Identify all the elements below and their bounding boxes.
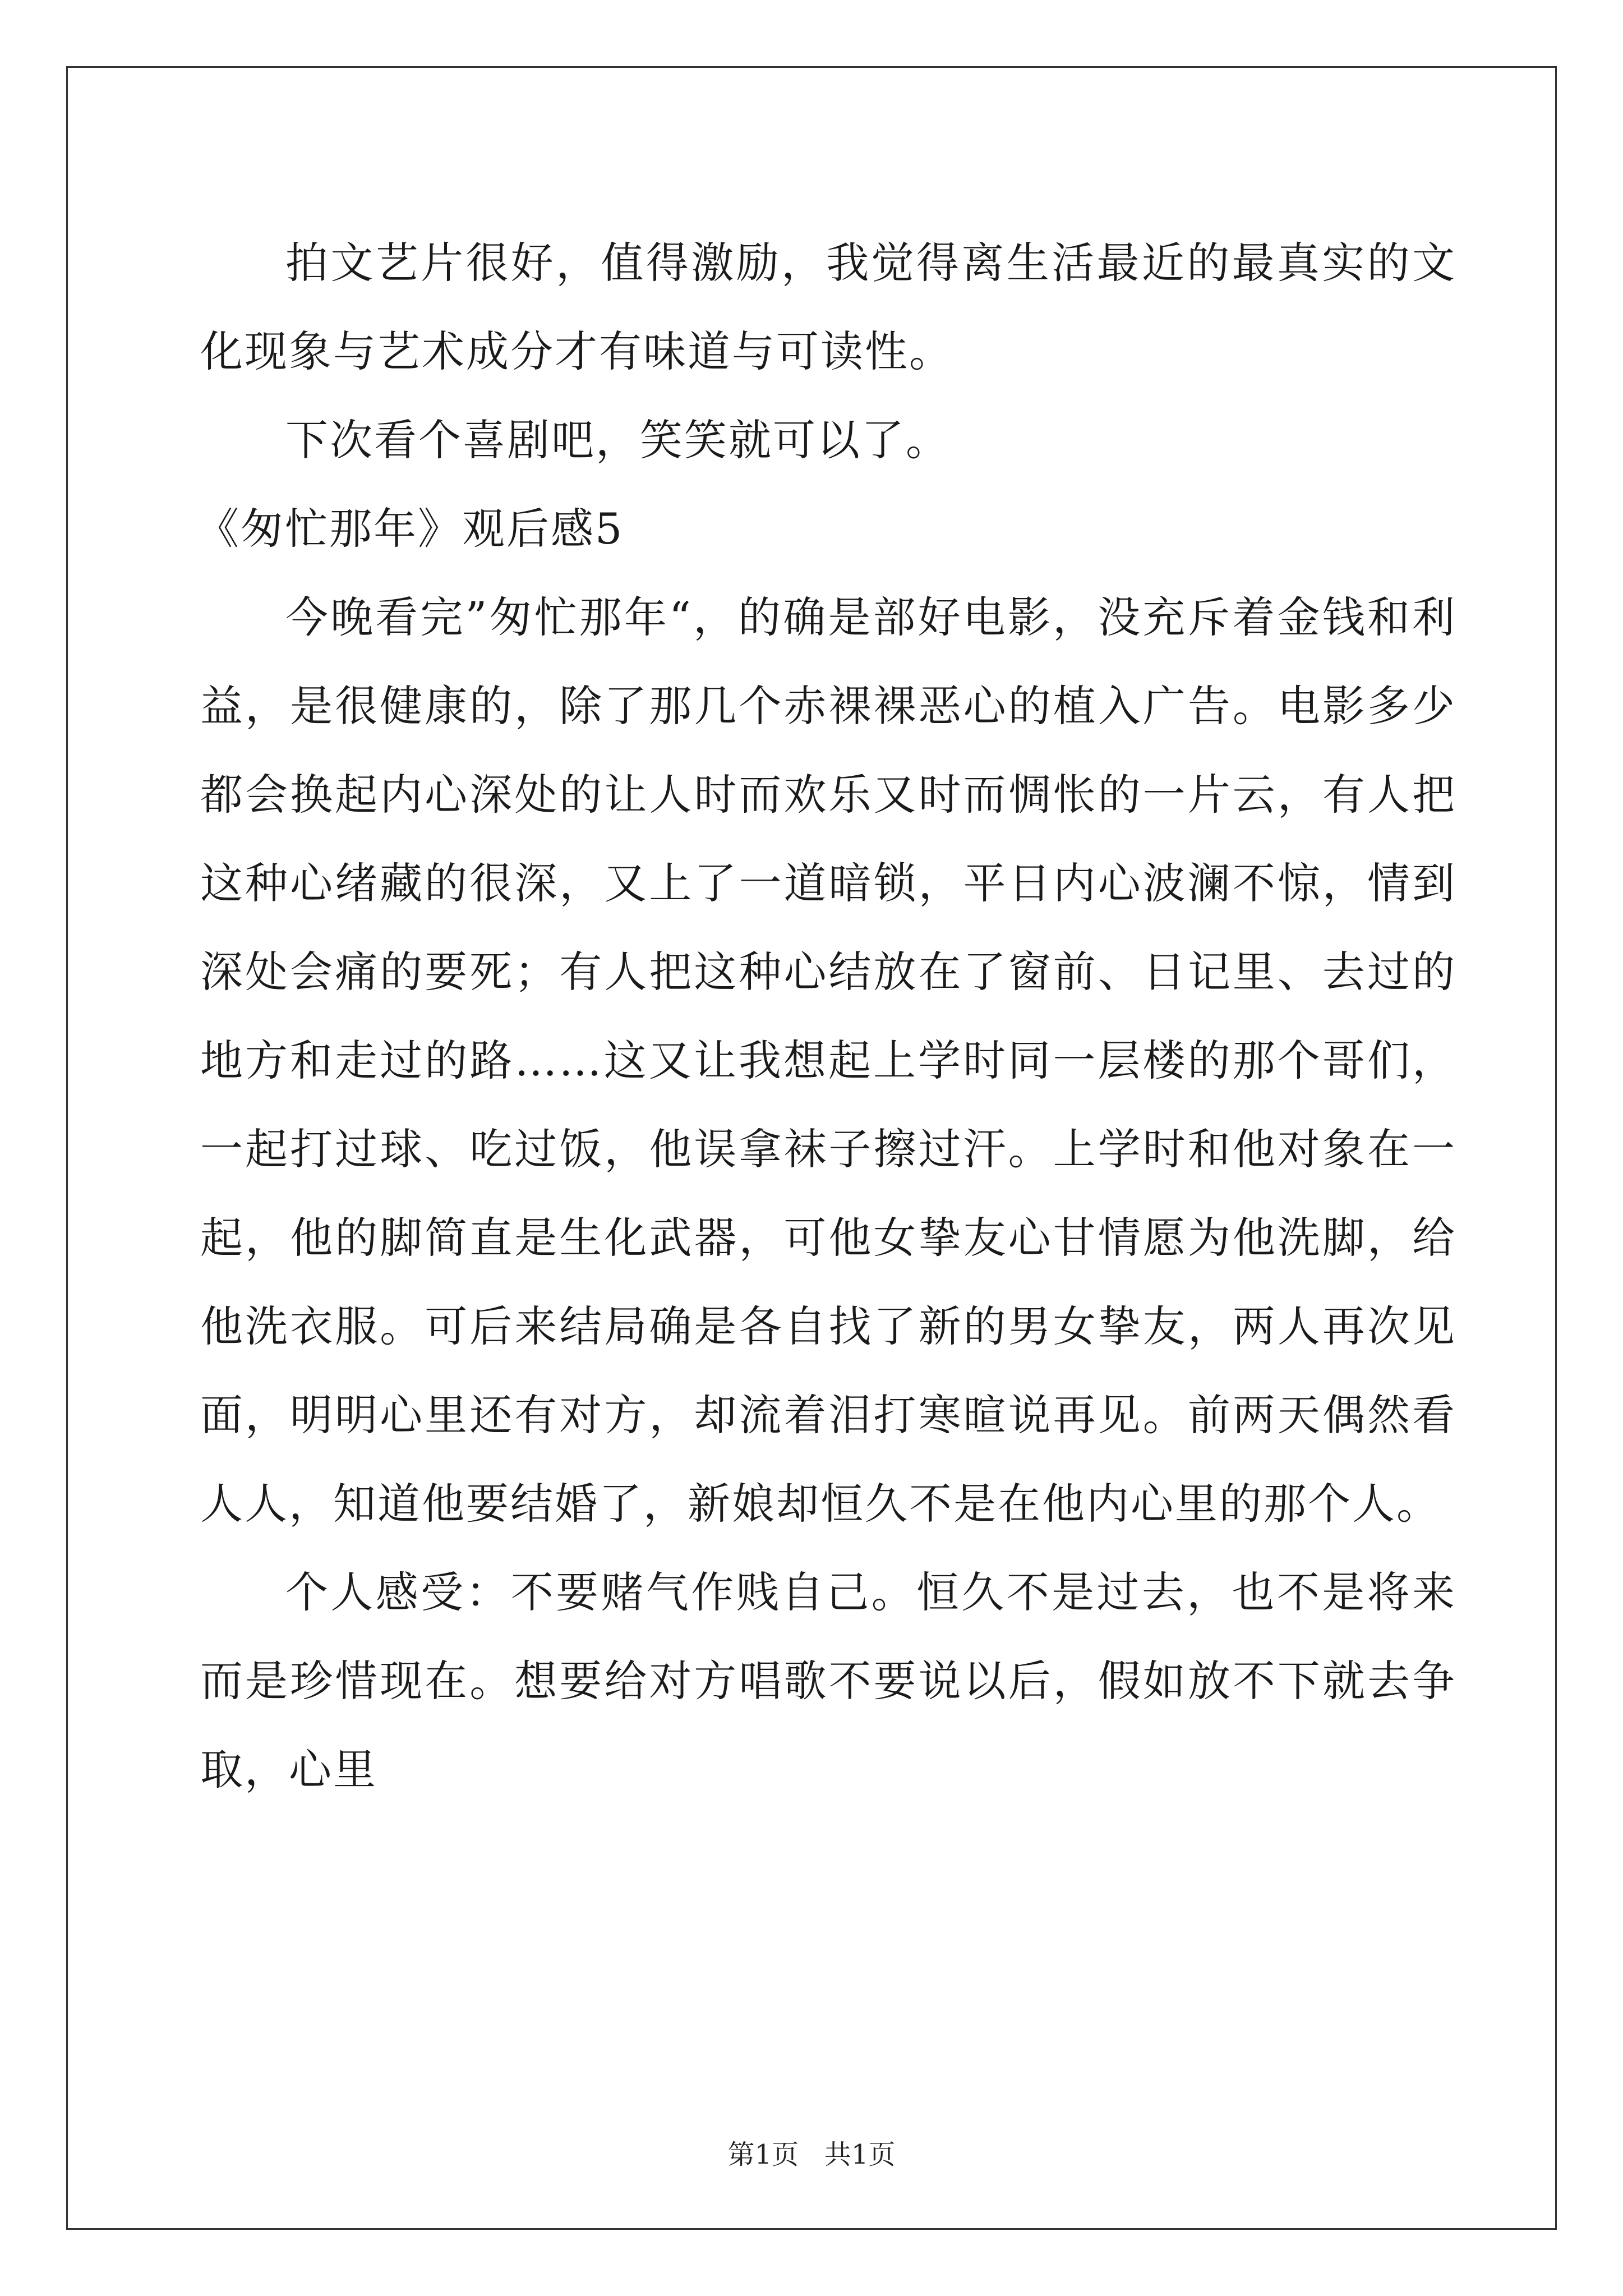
document-body	[196, 219, 1456, 1814]
paragraph: 个人感受：不要赌气作贱自己。恒久不是过去，也不是将来而是珍惜现在。想要给对方唱歌不要说以后，假如放不下就去争取，心里	[200, 1567, 1456, 1795]
paragraph: 今晚看完”匆忙那年“，的确是部好电影，没充斥着金钱和利益，是很健康的，除了那几个赤裸裸恶心的植入广告。电影多少都会换起内心深处的让人时而欢乐又时而惆怅的一片云，有人把这种心绪藏的很深，又上了一道暗锁，平日内心波澜不惊，情到深处会痛的要死；有人把这种心结放在了窗前、日记里、去过的地方和走过的路……这又让我想起上学时同一层楼的那个哥们，一起打过球、吃过饭，他误拿袜子擦过汗。上学时和他对象在一起，他的脚简直是生化武器，可他女挚友心甘情愿为他洗脚，给他洗衣服。可后来结局确是各自找了新的男女挚友，两人再次见面，明明心里还有对方，却流着泪打寒暄说再见。前两天偶然看人人，知道他要结婚了，新娘却恒久不是在他内心里的那个人。	[200, 592, 1456, 1529]
section-heading: 《匆忙那年》观后感5	[196, 504, 624, 554]
page-footer: 第1页 共1页	[727, 2139, 896, 2170]
paragraph: 下次看个喜剧吧，笑笑就可以了。	[285, 415, 950, 465]
paragraph: 拍文艺片很好，值得激励，我觉得离生活最近的最真实的文化现象与艺术成分才有味道与可读性。	[200, 238, 1456, 376]
